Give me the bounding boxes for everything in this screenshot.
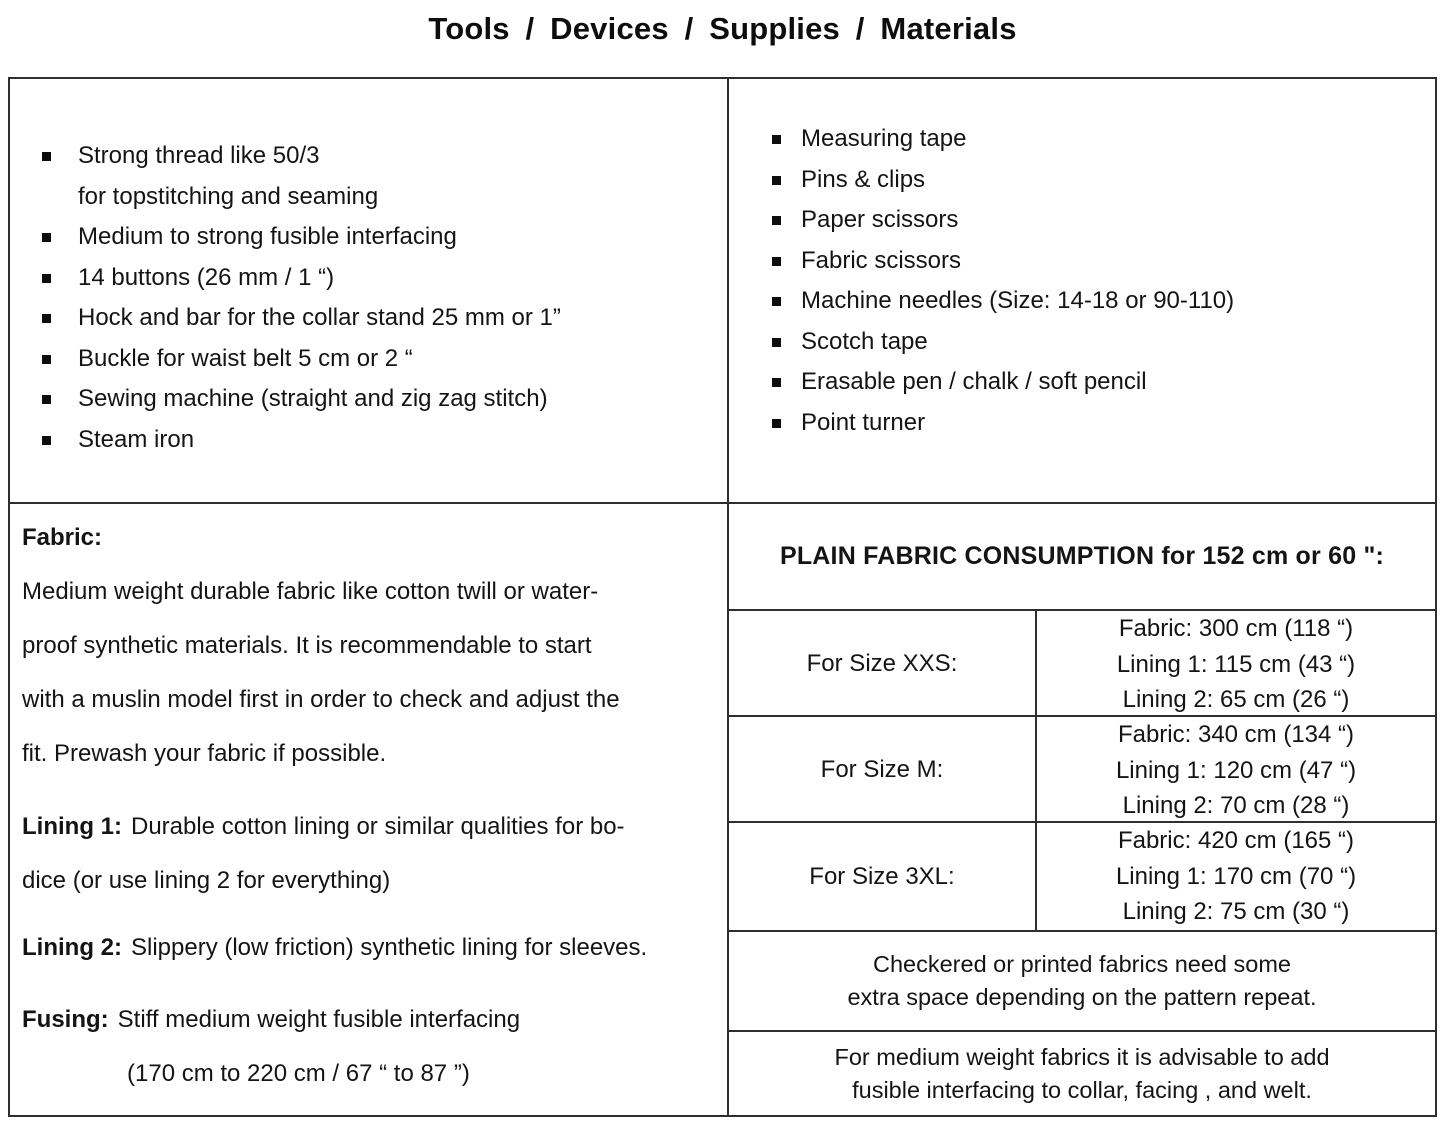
consumption-header: PLAIN FABRIC CONSUMPTION for 152 cm or 60 ": [729, 504, 1435, 611]
fusing-line: (170 cm to 220 cm / 67 “ to 87 ”) [127, 1060, 470, 1087]
list-item [42, 420, 727, 461]
note-line: For medium weight fabrics it is advisable to add [834, 1043, 1330, 1070]
list-item-text: Erasable pen / chalk / soft pencil [801, 368, 1147, 395]
table-row [729, 717, 1435, 823]
list-item-text: Point turner [801, 408, 926, 436]
list-item [772, 241, 1435, 282]
size-values [1037, 823, 1435, 930]
list-item [772, 322, 1435, 363]
list-item-text: Scotch tape [801, 327, 928, 355]
note-line: extra space depending on the pattern repeat. [847, 984, 1317, 1010]
value-line: Lining 2: 65 cm (26 “) [1122, 686, 1350, 713]
fabric-label: Fabric: [22, 524, 103, 551]
fabric-consumption-table [729, 504, 1435, 1115]
list-item-text: Medium to strong fusible interfacing [78, 223, 457, 250]
list-item [42, 379, 727, 420]
bullet-icon [772, 176, 781, 185]
tools-materials-table [8, 77, 1437, 1117]
list-item-text: 14 buttons (26 mm / 1 “) [78, 263, 335, 291]
bullet-icon [772, 297, 781, 306]
bullet-icon [772, 135, 781, 144]
size-values [1037, 717, 1435, 824]
value-line: Lining 2: 75 cm (30 “) [1122, 898, 1350, 926]
note-line: fusible interfacing to collar, facing , and welt. [852, 1076, 1312, 1103]
bullet-icon [772, 216, 781, 225]
value-line: Fabric: 340 cm (134 “) [1117, 721, 1355, 748]
lining1-paragraph [22, 800, 709, 908]
bullet-icon [42, 152, 51, 161]
table-row [729, 611, 1435, 717]
list-item-text: Machine needles (Size: 14-18 or 90-110) [801, 287, 1235, 314]
table-row [729, 823, 1435, 932]
fabric-line: Medium weight durable fabric like cotton twill or water- [22, 578, 599, 605]
list-item [42, 339, 727, 380]
list-item [42, 298, 727, 339]
list-item-text: Buckle for waist belt 5 cm or 2 “ [78, 344, 413, 372]
list-item [772, 119, 1435, 160]
bullet-icon [772, 338, 781, 347]
fusing-paragraph [22, 993, 709, 1101]
list-item-text: Strong thread like 50/3 for topstitching and seaming [78, 142, 379, 210]
value-line: Fabric: 420 cm (165 “) [1117, 827, 1355, 855]
lining2-paragraph [22, 921, 709, 975]
list-item-text: Pins & clips [801, 165, 926, 193]
list-item-text: Fabric scissors [801, 246, 962, 274]
size-values [1037, 611, 1435, 718]
lining1-line: dice (or use lining 2 for everything) [22, 867, 391, 894]
value-line: Lining 1: 120 cm (47 “) [1115, 756, 1357, 784]
list-item [772, 160, 1435, 201]
lining2-line: Lining 2: Slippery (low friction) synthetic lining for sleeves. [22, 934, 648, 961]
fabric-line: fit. Prewash your fabric if possible. [22, 740, 387, 767]
lining1-line: Lining 1: Durable cotton lining or similar qualities for bo- [22, 813, 625, 840]
bullet-icon [42, 274, 51, 283]
list-item-text: Hock and bar for the collar stand 25 mm or 1” [78, 304, 561, 331]
checkered-fabrics-note [729, 932, 1435, 1032]
fabric-line: proof synthetic materials. It is recommendable to start [22, 632, 592, 659]
bullet-icon [42, 436, 51, 445]
value-line: Lining 1: 115 cm (43 “) [1116, 650, 1356, 678]
fabric-description-cell [10, 504, 729, 1115]
bullet-icon [42, 233, 51, 242]
list-item-text: Steam iron [78, 425, 195, 453]
value-line: Fabric: 300 cm (118 “) [1118, 615, 1354, 642]
fabric-description [22, 511, 709, 1101]
list-item-text: Sewing machine (straight and zig zag stitch) [78, 385, 548, 412]
list-item [42, 217, 727, 258]
fusible-interfacing-note [729, 1032, 1435, 1115]
bullet-icon [42, 355, 51, 364]
value-line: Lining 1: 170 cm (70 “) [1115, 862, 1357, 890]
list-item-text: Paper scissors [801, 206, 959, 233]
list-item [42, 258, 727, 299]
size-label: For Size M: [729, 717, 1037, 824]
bullet-icon [772, 419, 781, 428]
value-line: Lining 2: 70 cm (28 “) [1122, 792, 1350, 819]
tools-list-right [772, 119, 1435, 443]
note-line: Checkered or printed fabrics need some [873, 951, 1291, 977]
bullet-icon [772, 257, 781, 266]
list-item [772, 403, 1435, 444]
size-label: For Size XXS: [729, 611, 1037, 718]
list-item-text: Measuring tape [801, 125, 967, 152]
fusing-line: Fusing: Stiff medium weight fusible interfacing [22, 1006, 521, 1033]
list-item [772, 281, 1435, 322]
list-item [772, 200, 1435, 241]
bullet-icon [772, 378, 781, 387]
list-item [42, 136, 727, 217]
tools-list-left [42, 136, 727, 460]
fabric-line: with a muslin model first in order to check and adjust the [22, 686, 620, 713]
bullet-icon [42, 395, 51, 404]
tools-list-right-cell [729, 79, 1435, 504]
bullet-icon [42, 314, 51, 323]
page-title: Tools / Devices / Supplies / Materials [428, 11, 1017, 46]
list-item [772, 362, 1435, 403]
size-label: For Size 3XL: [729, 823, 1037, 930]
tools-list-left-cell [10, 79, 729, 504]
